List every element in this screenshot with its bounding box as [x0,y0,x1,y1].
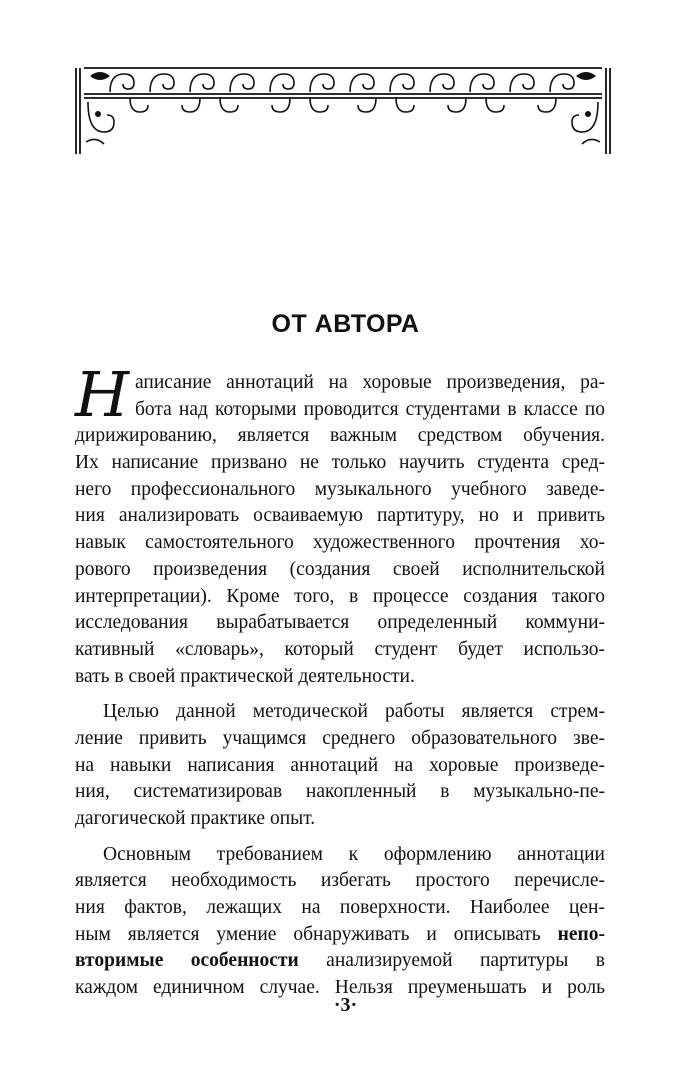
text-line: ния, систематизировав накопленный в музыкально-пе- [75,781,605,803]
text-line: аписание аннотаций на хоровые произведения, ра- [135,372,605,393]
text-line: Основным требованием к оформлению аннотации [103,843,605,865]
text-line: него профессионального музыкального учебного заведе- [75,478,605,500]
text-line: навык самостоятельного художественного прочтения хо- [75,532,605,554]
text-line: ление привить учащимся среднего образовательного зве- [75,727,605,749]
drop-cap: Н [75,358,130,431]
ornamental-header-border [70,62,616,157]
text-line: Целью данной методической работы является стрем- [103,701,605,723]
text-line: дирижированию, является важным средством обучения. [75,425,605,447]
bold-phrase-start: непо- [557,923,605,945]
bold-phrase-end: вторимые особенности [75,950,299,972]
paragraph-3 [75,842,605,1002]
text-line: на навыки написания аннотаций на хоровые произведе- [75,754,605,776]
text-line: рового произведения (создания своей исполнительской [75,558,605,580]
text-line: вать в своей практической деятельности. [75,665,415,687]
body-text [75,358,605,1002]
page-number: ·3· [333,994,358,1016]
paragraph-2 [75,699,605,832]
text-line: интерпретации). Кроме того, в процессе создания такого [75,585,605,607]
chapter-heading: ОТ АВТОРА [271,310,420,338]
text-line: дагогической практике опыт. [75,808,316,829]
text-line-with-bold [75,922,605,949]
text-line: Их написание призвано не только научить студента сред- [75,452,605,474]
text-line: исследования вырабатывается определенный коммуни- [75,612,605,634]
text-line-with-bold [75,948,605,975]
text-fragment: ным является умение обнаруживать и описывать [75,923,541,945]
text-line: кативный «словарь», который студент будет использо- [75,638,605,660]
text-line: ния анализировать осваиваемую партитуру, но и привить [75,505,605,527]
paragraph-1 [75,358,605,690]
text-line: ния фактов, лежащих на поверхности. Наиболее цен- [75,897,605,919]
text-line: является необходимость избегать простого перечисле- [75,870,605,892]
text-fragment: анализируемой партитуры в [326,950,605,972]
text-line: каждом единичном случае. Нельзя преуменьшать и роль [75,977,605,999]
text-line: бота над которыми проводится студентами в классе по [135,398,605,420]
